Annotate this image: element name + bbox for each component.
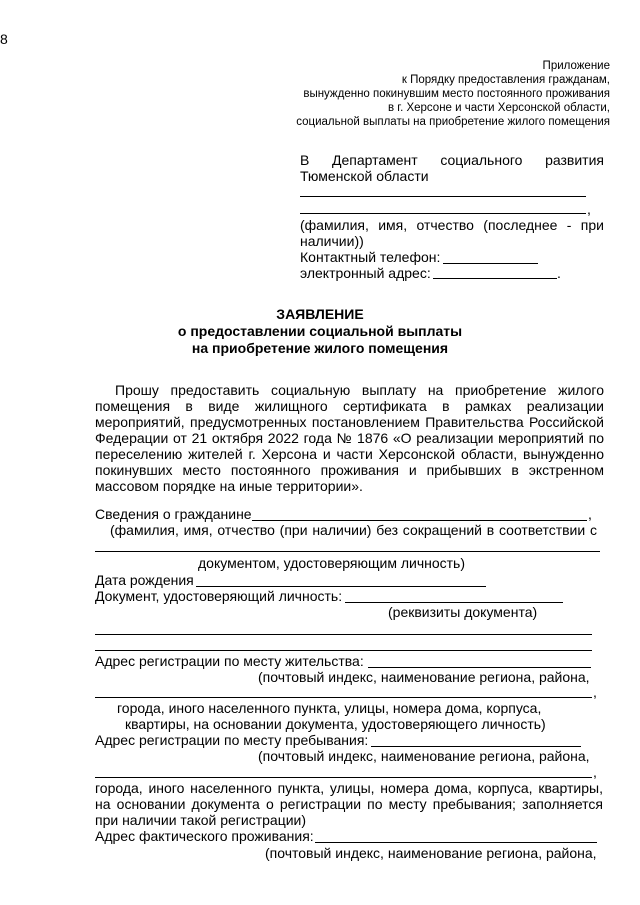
appendix-line: к Порядку предоставления гражданам, bbox=[401, 74, 610, 86]
actual-label: Адрес фактического проживания: bbox=[95, 828, 314, 844]
actual-line bbox=[315, 842, 597, 843]
doc-label: Документ, удостоверяющий личность: bbox=[95, 588, 343, 604]
email-label: электронный адрес: bbox=[300, 265, 431, 281]
phone-label: Контактный телефон: bbox=[300, 249, 441, 265]
doc-line bbox=[95, 634, 592, 635]
reg-line bbox=[95, 697, 592, 698]
fio-hint: наличии)) bbox=[300, 233, 364, 249]
comma: , bbox=[593, 764, 597, 780]
actual-hint: (почтовый индекс, наименование региона, района, bbox=[265, 845, 597, 861]
fio-line bbox=[300, 196, 586, 197]
stay-hint: при наличии такой регистрации) bbox=[95, 812, 307, 828]
citizen-label: Сведения о гражданине bbox=[95, 506, 252, 522]
reg-hint: (почтовый индекс, наименование региона, района, bbox=[258, 669, 590, 685]
request-line: покинувших место постоянного проживания и прибывших в экстренном bbox=[95, 462, 604, 478]
stay-hint: города, иного населенного пункта, улицы, номера дома, корпуса, квартиры, bbox=[95, 780, 603, 796]
request-line: массовом порядке на иные территории». bbox=[95, 478, 363, 494]
document-subtitle: о предоставлении социальной выплаты bbox=[177, 323, 463, 339]
stay-hint: на основании документа о регистрации по месту пребывания; заполняется bbox=[95, 796, 603, 812]
appendix-line: вынужденно покинувшим место постоянного проживания bbox=[303, 88, 610, 100]
doc-hint: (реквизиты документа) bbox=[388, 604, 538, 620]
period: . bbox=[557, 265, 561, 281]
doc-line bbox=[95, 650, 592, 651]
citizen-line bbox=[95, 551, 600, 552]
appendix-line: Приложение bbox=[542, 60, 610, 72]
phone-line bbox=[443, 263, 538, 264]
birth-label: Дата рождения bbox=[95, 572, 194, 588]
addressee-line: Тюменской области bbox=[300, 168, 429, 184]
email-line bbox=[433, 278, 557, 279]
stay-line bbox=[95, 777, 592, 778]
comma: , bbox=[593, 684, 597, 700]
document-subtitle: на приобретение жилого помещения bbox=[191, 340, 449, 356]
reg-hint: квартиры, на основании документа, удостоверяющего личность) bbox=[125, 716, 546, 732]
request-line: Федерации от 21 октября 2022 года № 1876 «О реализации мероприятий по bbox=[95, 430, 604, 446]
citizen-hint: (фамилия, имя, отчество (при наличии) без сокращений в соответствии с bbox=[110, 522, 597, 538]
request-line: Прошу предоставить социальную выплату на приобретение жилого bbox=[115, 382, 604, 398]
request-line: переселению жителей г. Херсона и части Херсонской области, вынужденно bbox=[95, 446, 604, 462]
comma: , bbox=[588, 506, 592, 522]
comma: , bbox=[587, 201, 591, 217]
document-title: ЗАЯВЛЕНИЕ bbox=[276, 306, 364, 322]
fio-hint: (фамилия, имя, отчество (последнее - при bbox=[300, 217, 604, 233]
request-line: помещения в виде жилищного сертификата в рамках реализации bbox=[95, 398, 604, 414]
page-number: 8 bbox=[0, 31, 8, 47]
reg-label: Адрес регистрации по месту жительства: bbox=[95, 653, 364, 669]
request-line: мероприятий, предусмотренных постановлением Правительства Российской bbox=[95, 414, 604, 430]
stay-label: Адрес регистрации по месту пребывания: bbox=[95, 732, 369, 748]
addressee-line: В Департамент социального развития bbox=[300, 152, 604, 168]
appendix-line: в г. Херсоне и части Херсонской области, bbox=[387, 102, 610, 114]
stay-hint: (почтовый индекс, наименование региона, района, bbox=[258, 748, 590, 764]
reg-hint: города, иного населенного пункта, улицы, номера дома, корпуса, bbox=[117, 700, 542, 716]
fio-line bbox=[300, 213, 586, 214]
appendix-line: социальной выплаты на приобретение жилого помещения bbox=[296, 116, 610, 128]
citizen-hint: документом, удостоверяющим личность) bbox=[198, 555, 465, 571]
